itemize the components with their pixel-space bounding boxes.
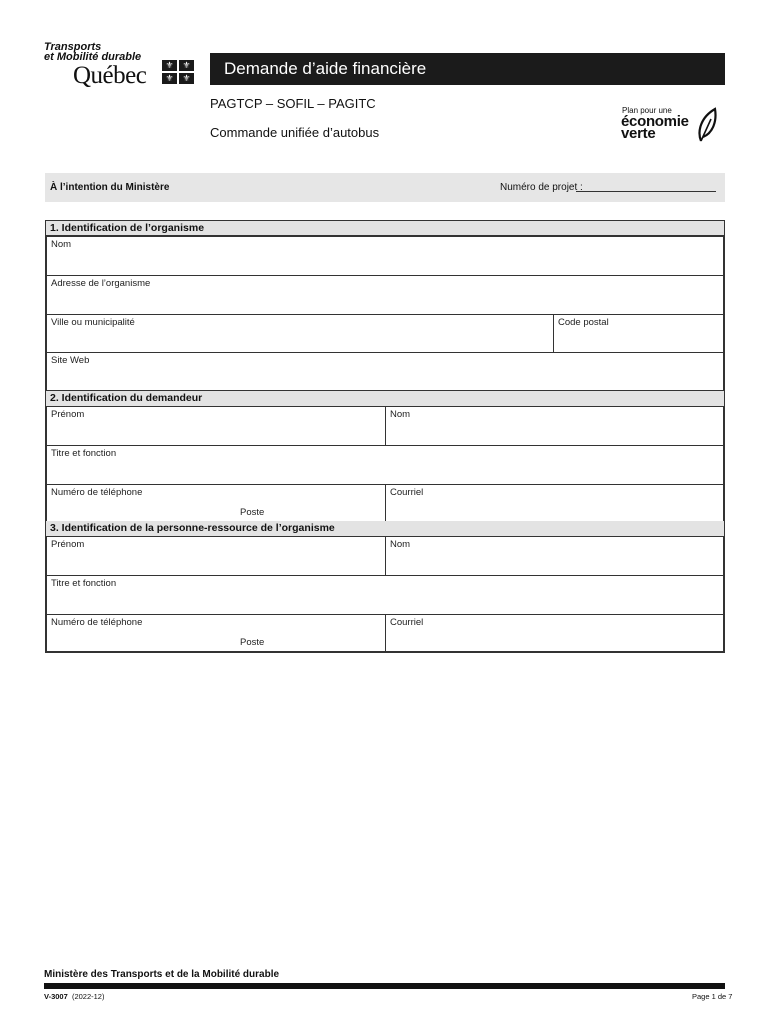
field-label: Numéro de téléphone [51, 617, 143, 628]
ministry-use-band [45, 173, 725, 202]
city-field[interactable] [46, 314, 554, 353]
contact-lastname-field[interactable] [385, 536, 724, 576]
applicant-email-field[interactable] [385, 484, 724, 522]
contact-title-field[interactable] [46, 575, 724, 615]
field-label: Adresse de l’organisme [51, 278, 151, 289]
applicant-lastname-field[interactable] [385, 406, 724, 446]
contact-email-field[interactable] [385, 614, 724, 652]
field-label: Nom [51, 239, 72, 250]
footer-divider [44, 983, 725, 989]
plan-logo-line-1: économie [621, 113, 689, 130]
form-title: Demande d’aide financière [224, 59, 427, 78]
field-label: Site Web [51, 355, 90, 366]
extension-label: Poste [240, 507, 265, 518]
applicant-title-field[interactable] [46, 445, 724, 485]
field-label: Nom [390, 539, 411, 550]
field-label: Courriel [390, 487, 424, 498]
field-label: Numéro de téléphone [51, 487, 143, 498]
plan-economie-verte-logo [621, 106, 721, 146]
section-1-title: 1. Identification de l’organisme [46, 221, 724, 236]
form-date: (2022-12) [71, 992, 105, 1001]
application-form [45, 220, 725, 653]
program-names: PAGTCP – SOFIL – PAGITC [210, 96, 376, 111]
field-label: Titre et fonction [51, 578, 117, 589]
website-field[interactable] [46, 352, 724, 391]
postal-code-field[interactable] [553, 314, 724, 353]
applicant-firstname-field[interactable] [46, 406, 386, 446]
logo-line-1: Transports [44, 41, 102, 53]
fleur-de-lis-flag-icon: ⚜ ⚜ ⚜ ⚜ [162, 60, 196, 86]
project-number-label: Numéro de projet : [500, 182, 583, 193]
form-code: V-3007 [44, 992, 68, 1001]
project-number-input[interactable] [576, 181, 716, 192]
quebec-logo [44, 42, 204, 88]
section-3-title: 3. Identification de la personne-ressource de l’organisme [46, 521, 724, 537]
applicant-phone-field[interactable] [46, 484, 386, 522]
plan-logo-line-2: verte [621, 125, 656, 142]
organisation-address-field[interactable] [46, 275, 724, 315]
extension-label: Poste [240, 637, 265, 648]
field-label: Prénom [51, 409, 85, 420]
field-label: Code postal [558, 317, 609, 328]
section-2-title: 2. Identification du demandeur [46, 391, 724, 407]
footer-form-code [44, 992, 104, 1001]
footer-ministry: Ministère des Transports et de la Mobilité durable [44, 969, 280, 980]
form-title-bar [210, 53, 725, 85]
field-label: Nom [390, 409, 411, 420]
form-subtitle: Commande unifiée d’autobus [210, 125, 380, 140]
plan-logo-small: Plan pour une [622, 106, 672, 115]
contact-phone-field[interactable] [46, 614, 386, 652]
logo-quebec: Québec [73, 62, 147, 89]
field-label: Courriel [390, 617, 424, 628]
field-label: Titre et fonction [51, 448, 117, 459]
field-label: Prénom [51, 539, 85, 550]
ministry-use-label: À l’intention du Ministère [50, 182, 170, 193]
contact-firstname-field[interactable] [46, 536, 386, 576]
field-label: Ville ou municipalité [51, 317, 135, 328]
logo-line-2: et Mobilité durable [44, 51, 142, 63]
leaf-icon [695, 107, 719, 143]
page-number: Page 1 de 7 [692, 992, 733, 1001]
organisation-name-field[interactable] [46, 236, 724, 276]
